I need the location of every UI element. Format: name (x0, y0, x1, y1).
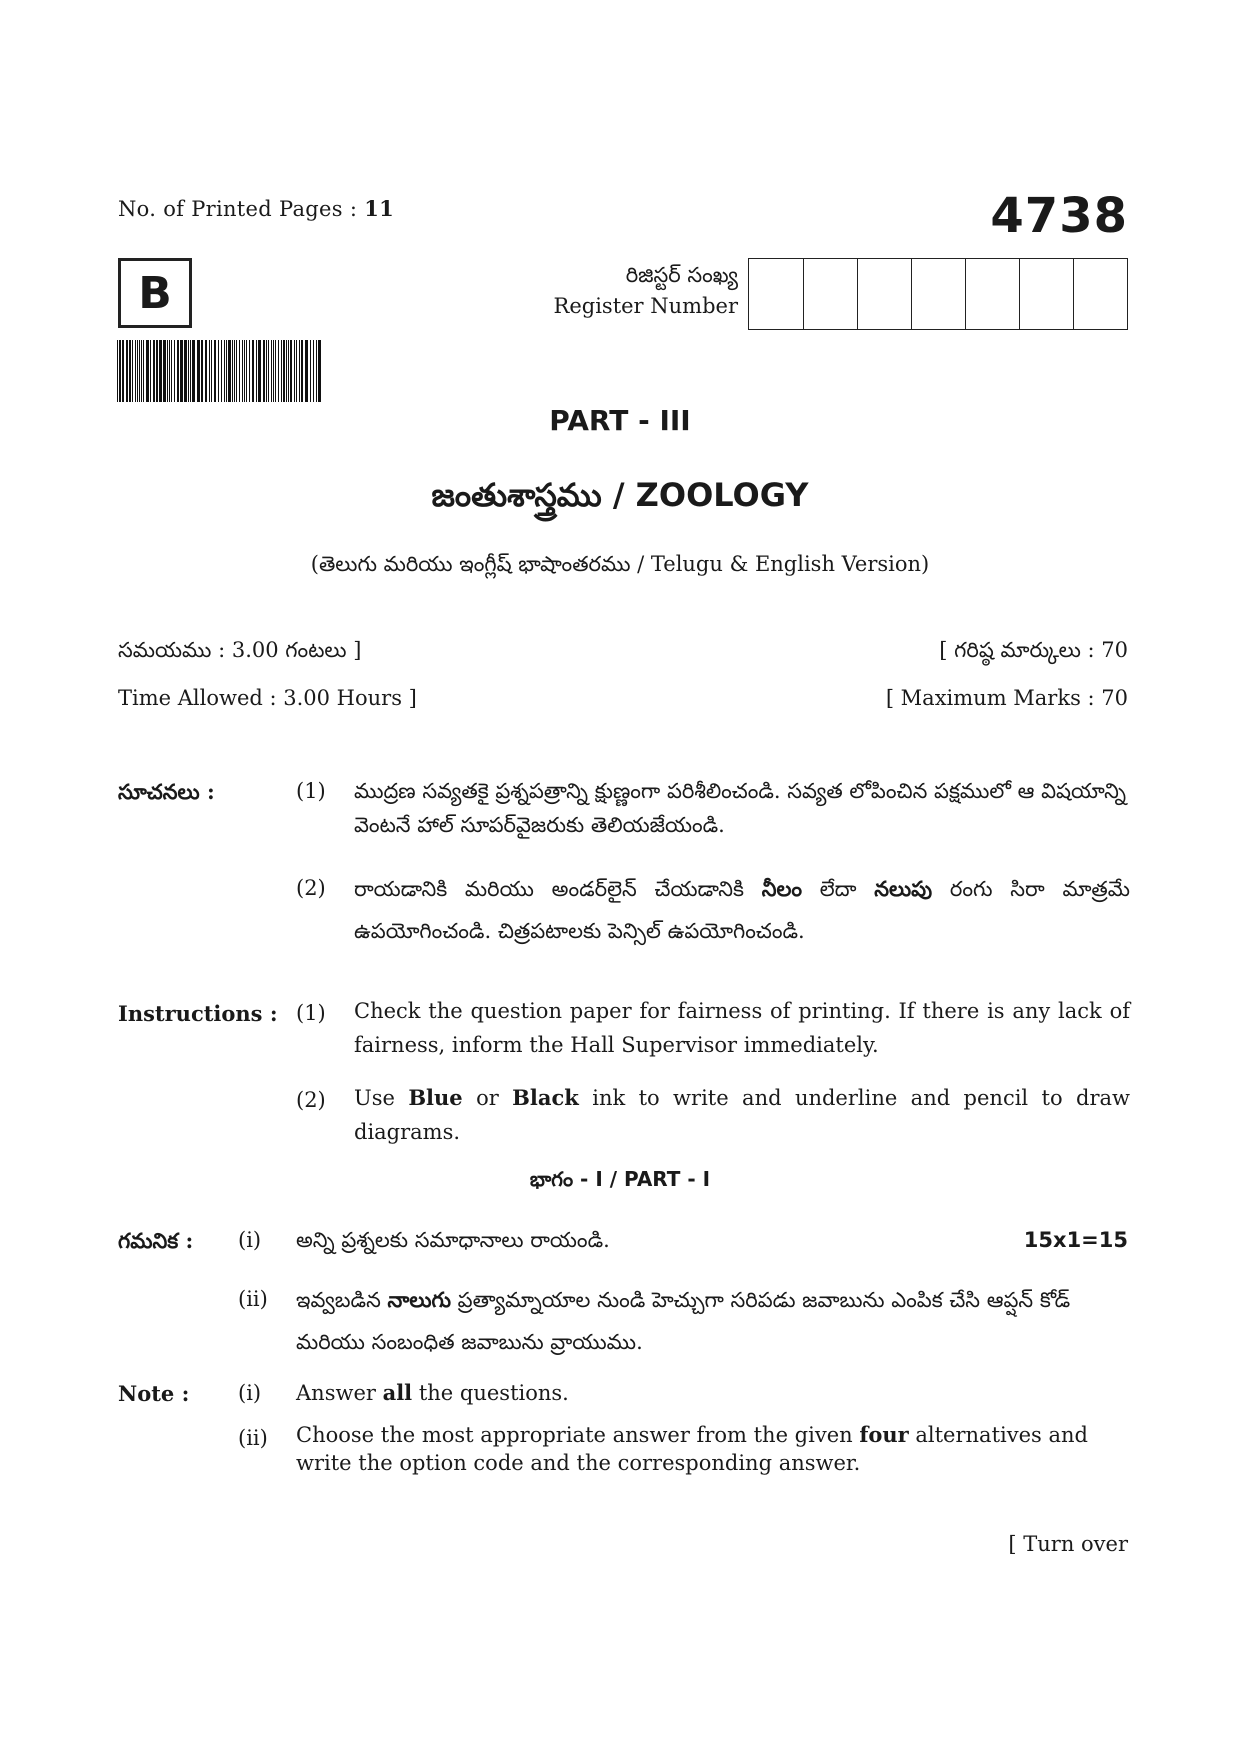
instructions-label-english: Instructions : (118, 1001, 278, 1026)
printed-pages-line (118, 196, 394, 221)
paper-code: 4738 (990, 188, 1128, 244)
series-box (118, 258, 192, 328)
item-number: (2) (296, 876, 326, 900)
turn-over-label: [ Turn over (1008, 1532, 1128, 1556)
item-number: (ii) (238, 1287, 268, 1311)
marks-english: [ Maximum Marks : 70 (885, 686, 1128, 710)
time-marks-english (118, 686, 1128, 710)
item-number: (i) (238, 1228, 262, 1252)
register-digit-box[interactable] (1073, 259, 1127, 329)
printed-pages-value: 11 (364, 196, 395, 221)
instruction-item-telugu: ముద్రణ సవ్యతకై ప్రశ్నపత్రాన్ని క్షుణ్ణంగా పరిశీలించండి. సవ్యత లోపించిన పక్షములో ఆ విషయాన్ని వెంటనే హాల్ సూపర్‌వైజరుకు తెలియజేయండి. (354, 779, 1127, 837)
instruction-item-english: Check the question paper for fairness of printing. If there is any lack of fairness, inform the Hall Supervisor immediately. (354, 999, 1130, 1057)
register-label-telugu: రిజిస్టర్ సంఖ్య (625, 263, 738, 287)
item-number: (ii) (238, 1426, 268, 1450)
barcode-icon (117, 340, 322, 402)
subject-title: జంతుశాస్త్రము / ZOOLOGY (431, 476, 809, 514)
note-label-english: Note : (118, 1381, 190, 1406)
marks-allocation: 15x1=15 (1023, 1228, 1128, 1252)
note-item-english: Answer all the questions. (296, 1380, 569, 1405)
register-digit-box[interactable] (803, 259, 857, 329)
note-item-telugu: అన్ని ప్రశ్నలకు సమాధానాలు రాయండి. (296, 1228, 610, 1252)
note-item-telugu: ఇవ్వబడిన నాలుగు ప్రత్యామ్నాయాల నుండి హెచ్చుగా సరిపడు జవాబును ఎంపిక చేసి ఆప్షన్ కోడ్ మరియు సంబంధిత జవాబును వ్రాయుము. (296, 1287, 1071, 1354)
register-digit-box[interactable] (749, 259, 803, 329)
item-number: (i) (238, 1381, 262, 1405)
time-english: Time Allowed : 3.00 Hours ] (118, 686, 417, 710)
part-title: PART - III (549, 404, 691, 437)
marks-telugu: [ గరిష్ఠ మార్కులు : 70 (939, 638, 1128, 662)
time-marks-telugu (118, 638, 1128, 668)
register-digit-box[interactable] (1019, 259, 1073, 329)
instructions-label-telugu: సూచనలు : (118, 779, 215, 804)
register-digit-box[interactable] (965, 259, 1019, 329)
register-label-english: Register Number (553, 294, 738, 318)
register-number-boxes[interactable] (748, 258, 1128, 330)
printed-pages-label: No. of Printed Pages : (118, 197, 358, 221)
instruction-item-english: Use Blue or Black ink to write and underline and pencil to draw diagrams. (354, 1085, 1130, 1144)
instruction-item-telugu: రాయడానికి మరియు అండర్‌లైన్ చేయడానికి నీలం లేదా నలుపు రంగు సిరా మాత్రమే ఉపయోగించండి. చిత్రపటాలకు పెన్సిల్ ఉపయోగించండి. (354, 876, 1130, 943)
series-letter: B (138, 267, 172, 319)
item-number: (2) (296, 1088, 326, 1112)
register-digit-box[interactable] (857, 259, 911, 329)
time-telugu: సమయము : 3.00 గంటలు ] (118, 638, 362, 662)
item-number: (1) (296, 1001, 326, 1025)
register-digit-box[interactable] (911, 259, 965, 329)
register-number-labels (554, 260, 738, 322)
section-heading: భాగం - I / PART - I (529, 1167, 711, 1191)
item-number: (1) (296, 779, 326, 803)
note-label-telugu: గమనిక : (118, 1228, 194, 1253)
note-item-english: Choose the most appropriate answer from the given four alternatives and write the option code and the corresponding answer. (296, 1422, 1088, 1475)
version-line: (తెలుగు మరియు ఇంగ్లీష్ భాషాంతరము / Telugu & English Version) (310, 552, 930, 576)
